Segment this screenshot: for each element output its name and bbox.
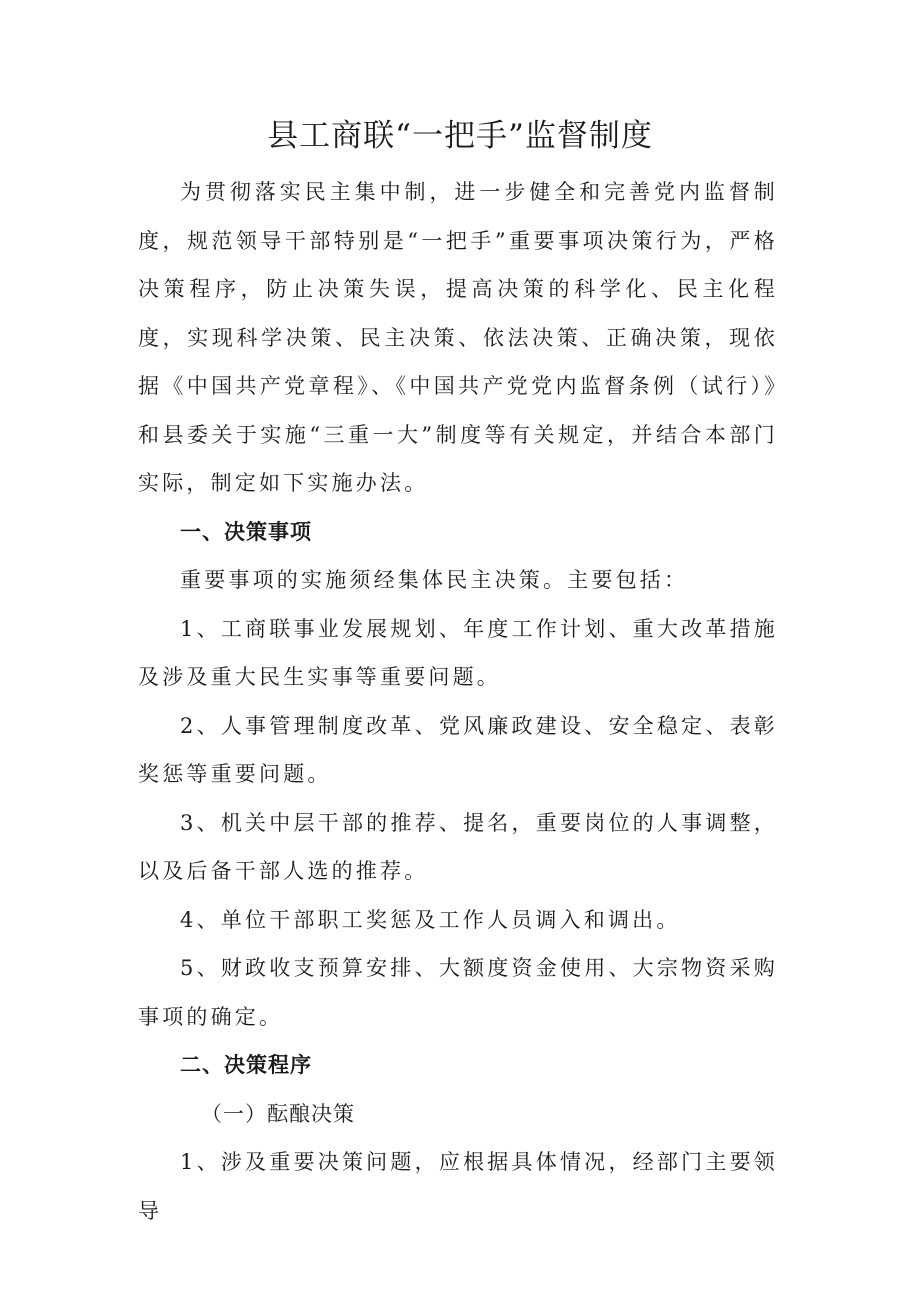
- list-item-1: 1、工商联事业发展规划、年度工作计划、重大改革措施及涉及重大民生实事等重要问题。: [138, 616, 778, 689]
- subsection-heading-deliberation: （一）酝酿决策: [201, 1101, 355, 1126]
- document-title: 县工商联“一把手”监督制度: [267, 118, 653, 154]
- list-item-3: 3、机关中层干部的推荐、提名，重要岗位的人事调整，以及后备干部人选的推荐。: [138, 810, 778, 883]
- section-heading-decision-matters: 一、决策事项: [180, 519, 312, 544]
- paragraph-matters-intro: 重要事项的实施须经集体民主决策。主要包括：: [180, 568, 689, 592]
- intro-paragraph: 为贯彻落实民主集中制，进一步健全和完善党内监督制度，规范领导干部特别是“一把手”重要事项决策行为，严格决策程序，防止决策失误，提高决策的科学化、民主化程度，实现科学决策、民主决策、依法决策、正确决策，现依据《中国共产党章程》、《中国共产党党内监督条例（试行）》和县委关于实施“三重一大”制度等有关规定，并结合本部门实际，制定如下实施办法。: [138, 180, 778, 495]
- document-body: [138, 168, 778, 1235]
- section-heading-decision-procedure: 二、决策程序: [180, 1053, 312, 1077]
- procedure-item-1: 1、涉及重要决策问题，应根据具体情况，经部门主要领导: [138, 1150, 778, 1223]
- list-item-2: 2、人事管理制度改革、党风廉政建设、安全稳定、表彰奖惩等重要问题。: [138, 713, 778, 786]
- list-item-5: 5、财政收支预算安排、大额度资金使用、大宗物资采购事项的确定。: [138, 956, 778, 1029]
- list-item-4: 4、单位干部职工奖惩及工作人员调入和调出。: [180, 907, 681, 932]
